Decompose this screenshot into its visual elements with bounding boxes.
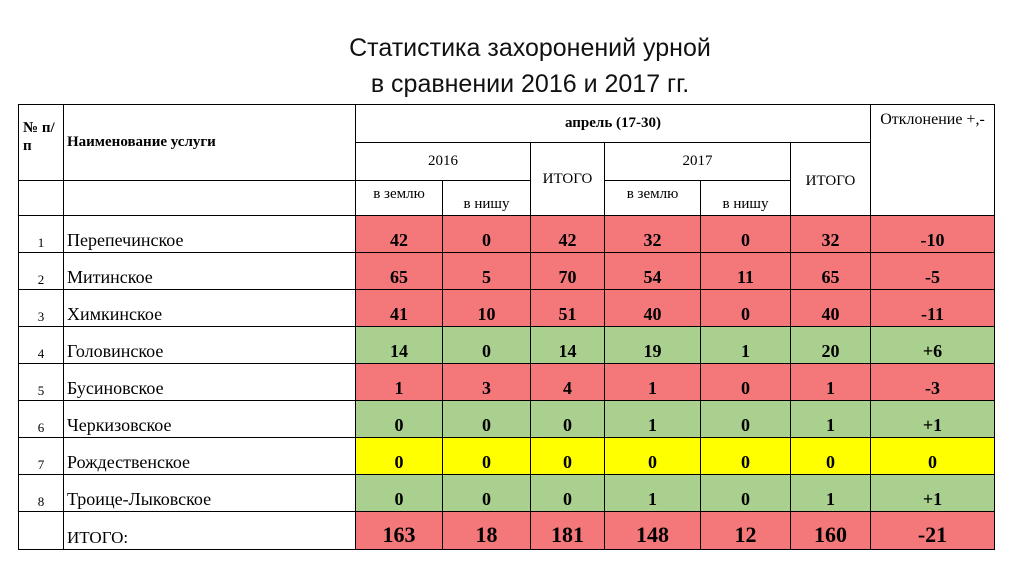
title-line-1: Статистика захоронений урной: [349, 34, 711, 62]
cemetery-name: Головинское: [64, 327, 356, 364]
header-row-1: [19, 105, 995, 143]
value-2017-ground: 19: [605, 327, 701, 364]
row-number: 4: [19, 327, 64, 364]
value-2016-niche: 0: [443, 216, 531, 253]
value-deviation: +1: [871, 401, 995, 438]
table-row: [19, 216, 995, 253]
header-empty-name: [64, 181, 356, 216]
value-2017-niche: 0: [701, 438, 791, 475]
total-value-2016-ground: 163: [356, 512, 443, 550]
value-2017-niche: 0: [701, 401, 791, 438]
value-2016-total: 70: [531, 253, 605, 290]
value-2016-ground: 1: [356, 364, 443, 401]
header-total-2017: ИТОГО: [791, 143, 871, 216]
value-2017-niche: 0: [701, 216, 791, 253]
row-number: 5: [19, 364, 64, 401]
value-deviation: +6: [871, 327, 995, 364]
value-2016-ground: 0: [356, 401, 443, 438]
row-number: 1: [19, 216, 64, 253]
value-2017-niche: 0: [701, 364, 791, 401]
header-ground-2017: в землю: [605, 181, 701, 216]
total-value-2017-niche: 12: [701, 512, 791, 550]
value-2017-total: 1: [791, 475, 871, 512]
row-number: 8: [19, 475, 64, 512]
header-year-2016: 2016: [356, 143, 531, 181]
value-2017-niche: 1: [701, 327, 791, 364]
total-num-empty: [19, 512, 64, 550]
value-2017-ground: 1: [605, 364, 701, 401]
value-2016-total: 14: [531, 327, 605, 364]
value-2017-ground: 1: [605, 401, 701, 438]
header-num: № п/п: [19, 105, 64, 181]
value-2016-niche: 0: [443, 401, 531, 438]
value-2016-total: 51: [531, 290, 605, 327]
value-2017-total: 32: [791, 216, 871, 253]
value-2017-total: 40: [791, 290, 871, 327]
table-row: [19, 253, 995, 290]
cemetery-name: Митинское: [64, 253, 356, 290]
table-row: [19, 364, 995, 401]
value-2017-ground: 1: [605, 475, 701, 512]
cemetery-name: Рождественское: [64, 438, 356, 475]
slide-title: [0, 30, 1024, 102]
total-value-deviation: -21: [871, 512, 995, 550]
value-2017-niche: 0: [701, 290, 791, 327]
header-niche-2016: в нишу: [443, 181, 531, 216]
row-number: 7: [19, 438, 64, 475]
total-row: [19, 512, 995, 550]
value-2016-niche: 10: [443, 290, 531, 327]
total-label: ИТОГО:: [64, 512, 356, 550]
value-deviation: +1: [871, 475, 995, 512]
header-empty-num: [19, 181, 64, 216]
value-2016-total: 0: [531, 438, 605, 475]
table-row: [19, 475, 995, 512]
table-row: [19, 401, 995, 438]
value-2017-total: 0: [791, 438, 871, 475]
cemetery-name: Химкинское: [64, 290, 356, 327]
value-2017-niche: 0: [701, 475, 791, 512]
table-row: [19, 327, 995, 364]
value-2017-total: 65: [791, 253, 871, 290]
value-deviation: -3: [871, 364, 995, 401]
table-row: [19, 290, 995, 327]
header-total-2016: ИТОГО: [531, 143, 605, 216]
value-2017-ground: 40: [605, 290, 701, 327]
total-value-2017-total: 160: [791, 512, 871, 550]
header-year-2017: 2017: [605, 143, 791, 181]
value-2017-niche: 11: [701, 253, 791, 290]
value-2016-niche: 0: [443, 327, 531, 364]
cemetery-name: Троице-Лыковское: [64, 475, 356, 512]
value-2016-niche: 3: [443, 364, 531, 401]
value-2017-total: 1: [791, 364, 871, 401]
total-value-2016-niche: 18: [443, 512, 531, 550]
title-line-2: в сравнении 2016 и 2017 гг.: [370, 70, 690, 98]
value-2016-total: 42: [531, 216, 605, 253]
value-deviation: -10: [871, 216, 995, 253]
value-2016-ground: 0: [356, 475, 443, 512]
value-2017-ground: 0: [605, 438, 701, 475]
cemetery-name: Перепечинское: [64, 216, 356, 253]
header-period: апрель (17-30): [356, 105, 871, 143]
header-ground-2016: в землю: [356, 181, 443, 216]
row-number: 6: [19, 401, 64, 438]
value-2017-total: 1: [791, 401, 871, 438]
header-service-name: Наименование услуги: [64, 105, 356, 181]
value-deviation: -11: [871, 290, 995, 327]
table-row: [19, 438, 995, 475]
value-2016-ground: 65: [356, 253, 443, 290]
header-niche-2017: в нишу: [701, 181, 791, 216]
header-deviation: Отклонение +,-: [871, 105, 995, 216]
value-2016-niche: 0: [443, 438, 531, 475]
row-number: 3: [19, 290, 64, 327]
value-2016-ground: 42: [356, 216, 443, 253]
value-2016-ground: 0: [356, 438, 443, 475]
value-2016-niche: 0: [443, 475, 531, 512]
value-2017-total: 20: [791, 327, 871, 364]
value-2016-total: 4: [531, 364, 605, 401]
cemetery-name: Бусиновское: [64, 364, 356, 401]
cemetery-name: Черкизовское: [64, 401, 356, 438]
value-2016-total: 0: [531, 475, 605, 512]
value-2016-ground: 14: [356, 327, 443, 364]
value-2017-ground: 54: [605, 253, 701, 290]
value-deviation: 0: [871, 438, 995, 475]
value-2016-total: 0: [531, 401, 605, 438]
burial-statistics-table: [18, 104, 995, 550]
value-deviation: -5: [871, 253, 995, 290]
value-2017-ground: 32: [605, 216, 701, 253]
row-number: 2: [19, 253, 64, 290]
total-value-2016-total: 181: [531, 512, 605, 550]
value-2016-niche: 5: [443, 253, 531, 290]
total-value-2017-ground: 148: [605, 512, 701, 550]
value-2016-ground: 41: [356, 290, 443, 327]
